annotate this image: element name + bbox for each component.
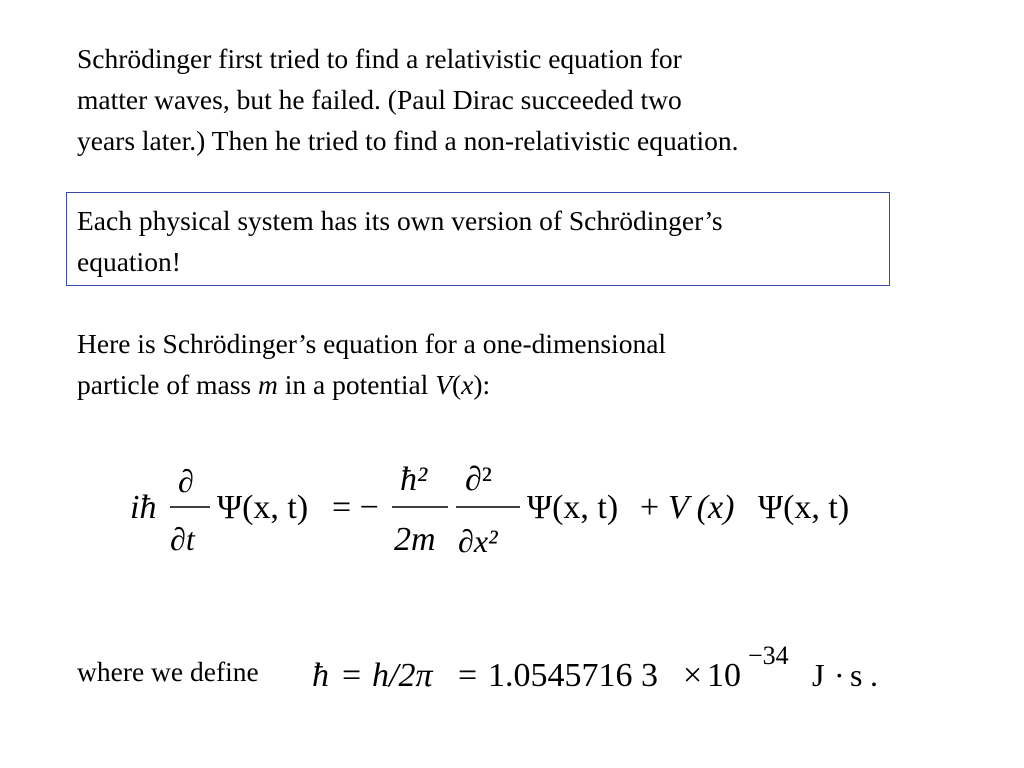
paren-open: ( bbox=[452, 369, 462, 400]
hbar-definition bbox=[0, 630, 1024, 710]
def-h-over-2pi: h/2π bbox=[372, 657, 433, 694]
mass-symbol: m bbox=[257, 369, 278, 400]
eq-wavefunction-1: Ψ(x, t) bbox=[217, 489, 309, 526]
def-hbar: ħ bbox=[312, 657, 329, 694]
paren-close: ): bbox=[473, 369, 491, 400]
eq-wavefunction-2: Ψ(x, t) bbox=[527, 489, 619, 526]
eq-time-deriv-num: ∂ bbox=[178, 463, 194, 499]
position-symbol: x bbox=[461, 369, 474, 400]
description-line-2 bbox=[77, 364, 897, 405]
desc-text-a: particle of mass bbox=[77, 369, 258, 400]
eq-equals-minus: = − bbox=[332, 489, 379, 526]
intro-line-2: matter waves, but he failed. (Paul Dirac succeeded two bbox=[77, 84, 682, 115]
eq-two-m: 2m bbox=[394, 521, 436, 558]
def-exponent: −34 bbox=[748, 641, 789, 670]
desc-text-b: in a potential bbox=[277, 369, 436, 400]
def-dot: · bbox=[834, 657, 845, 693]
potential-symbol: V bbox=[435, 369, 452, 400]
eq-space-deriv-den: ∂x² bbox=[458, 523, 498, 559]
def-equals-2: = bbox=[458, 657, 478, 694]
eq-plus: + bbox=[640, 489, 660, 526]
def-times: × bbox=[683, 657, 703, 694]
def-equals-1: = bbox=[342, 657, 362, 694]
schrodinger-equation bbox=[0, 440, 1024, 570]
def-unit-s: s bbox=[850, 657, 863, 693]
intro-line-1: Schrödinger first tried to find a relativistic equation for bbox=[77, 43, 682, 74]
def-unit-J: J bbox=[812, 657, 825, 693]
callout-line-1: Each physical system has its own version of Schrödinger’s bbox=[77, 205, 723, 236]
def-mantissa: 1.0545716 3 bbox=[488, 657, 658, 694]
def-period: . bbox=[870, 657, 878, 693]
eq-time-deriv-den: ∂t bbox=[170, 521, 195, 557]
eq-wavefunction-3: Ψ(x, t) bbox=[758, 489, 850, 526]
description-line-1: Here is Schrödinger’s equation for a one-dimensional bbox=[77, 328, 667, 359]
callout-line-2: equation! bbox=[77, 246, 181, 277]
description-paragraph bbox=[77, 323, 897, 405]
callout-text bbox=[77, 200, 897, 282]
def-base: 10 bbox=[707, 657, 741, 694]
eq-hbar-squared: ħ² bbox=[400, 461, 428, 498]
intro-line-3: years later.) Then he tried to find a non-relativistic equation. bbox=[77, 125, 739, 156]
eq-lhs-coefficient: iħ bbox=[130, 489, 157, 526]
eq-potential: V (x) bbox=[668, 489, 735, 526]
intro-paragraph bbox=[77, 38, 977, 161]
definition-prefix: where we define bbox=[77, 656, 259, 687]
eq-space-deriv-num: ∂² bbox=[465, 461, 492, 498]
